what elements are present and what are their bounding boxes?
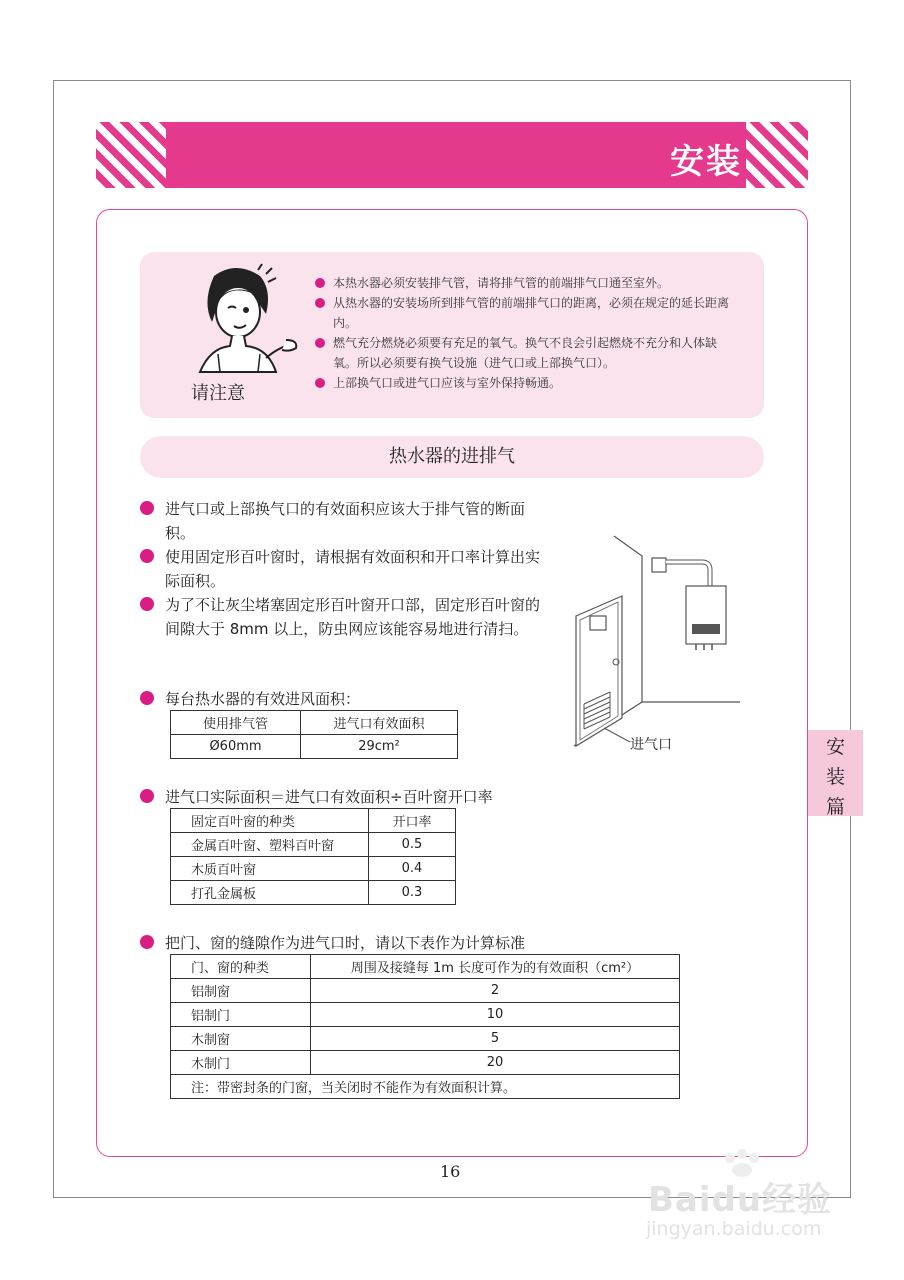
notice-item: 燃气充分燃烧必须要有充足的氧气。换气不良会引起燃烧不充分和人体缺氧。所以必须要有换气设施（进气口或上部换气口）。 [313,333,733,373]
header-stripes-right [746,122,808,188]
notice-list [313,273,733,393]
list-item: 为了不让灰尘堵塞固定形百叶窗开口部，固定形百叶窗的间隙大于 8mm 以上，防虫网应该能容易地进行清扫。 [140,593,550,641]
bullet-dot-icon [140,501,154,515]
watermark-brand: Baidu经验 [648,1180,833,1220]
intake-label: 进气口 [630,737,672,753]
page-number: 16 [440,1162,461,1181]
table-row: 木制门 20 [171,1051,680,1075]
bullet-dot-icon [315,378,325,388]
bullet-dot-icon [315,298,325,308]
table-header-row: 门、窗的种类 周围及接缝每 1m 长度可作为的有效面积（cm²） [171,955,680,979]
door-window-gap-table [170,954,680,1099]
table-row: 铝制门 10 [171,1003,680,1027]
watermark-url: jingyan.baidu.com [646,1218,822,1240]
list-item: 进气口或上部换气口的有效面积应该大于排气管的断面积。 [140,497,550,545]
notice-item: 本热水器必须安装排气管，请将排气管的前端排气口通至室外。 [313,273,733,293]
notice-item: 上部换气口或进气口应该与室外保持畅通。 [313,373,733,393]
bullet-dot-icon [140,935,154,949]
bullet-dot-icon [140,789,154,803]
intake-area-table [170,710,458,759]
bullet-dot-icon [140,691,154,705]
table-row: Ø60mm 29cm² [171,735,458,759]
woman-pointing-illustration [176,262,300,374]
bullet-dot-icon [140,549,154,563]
louver-ratio-table [170,808,456,905]
table-header-row: 使用排气管 进气口有效面积 [171,711,458,735]
table2-heading: 进气口实际面积＝进气口有效面积÷百叶窗开口率 [140,786,493,807]
page-title: 安装 [670,142,742,182]
table3-heading: 把门、窗的缝隙作为进气口时，请以下表作为计算标准 [140,932,525,953]
table-row: 木制窗 5 [171,1027,680,1051]
bullet-dot-icon [315,338,325,348]
table-note-row: 注：带密封条的门窗，当关闭时不能作为有效面积计算。 [171,1075,680,1099]
section-side-tab: 安 装 篇 [808,730,863,816]
table1-heading: 每台热水器的有效进风面积： [140,688,360,709]
table-row: 打孔金属板 0.3 [171,881,456,905]
table-header-row: 固定百叶窗的种类 开口率 [171,809,456,833]
notice-item: 从热水器的安装场所到排气管的前端排气口的距离，必须在规定的延长距离内。 [313,293,733,333]
table-row: 木质百叶窗 0.4 [171,857,456,881]
header-band [96,122,808,188]
list-item: 使用固定形百叶窗时，请根据有效面积和开口率计算出实际面积。 [140,545,550,593]
intake-bullet-list [140,497,550,641]
bullet-dot-icon [140,597,154,611]
water-heater-room-illustration [570,532,740,762]
bullet-dot-icon [315,278,325,288]
table-row: 铝制窗 2 [171,979,680,1003]
table-row: 金属百叶窗、塑料百叶窗 0.5 [171,833,456,857]
header-stripes-left [96,122,166,188]
notice-caption: 请注意 [191,383,245,404]
section-heading: 热水器的进排气 [140,436,764,478]
